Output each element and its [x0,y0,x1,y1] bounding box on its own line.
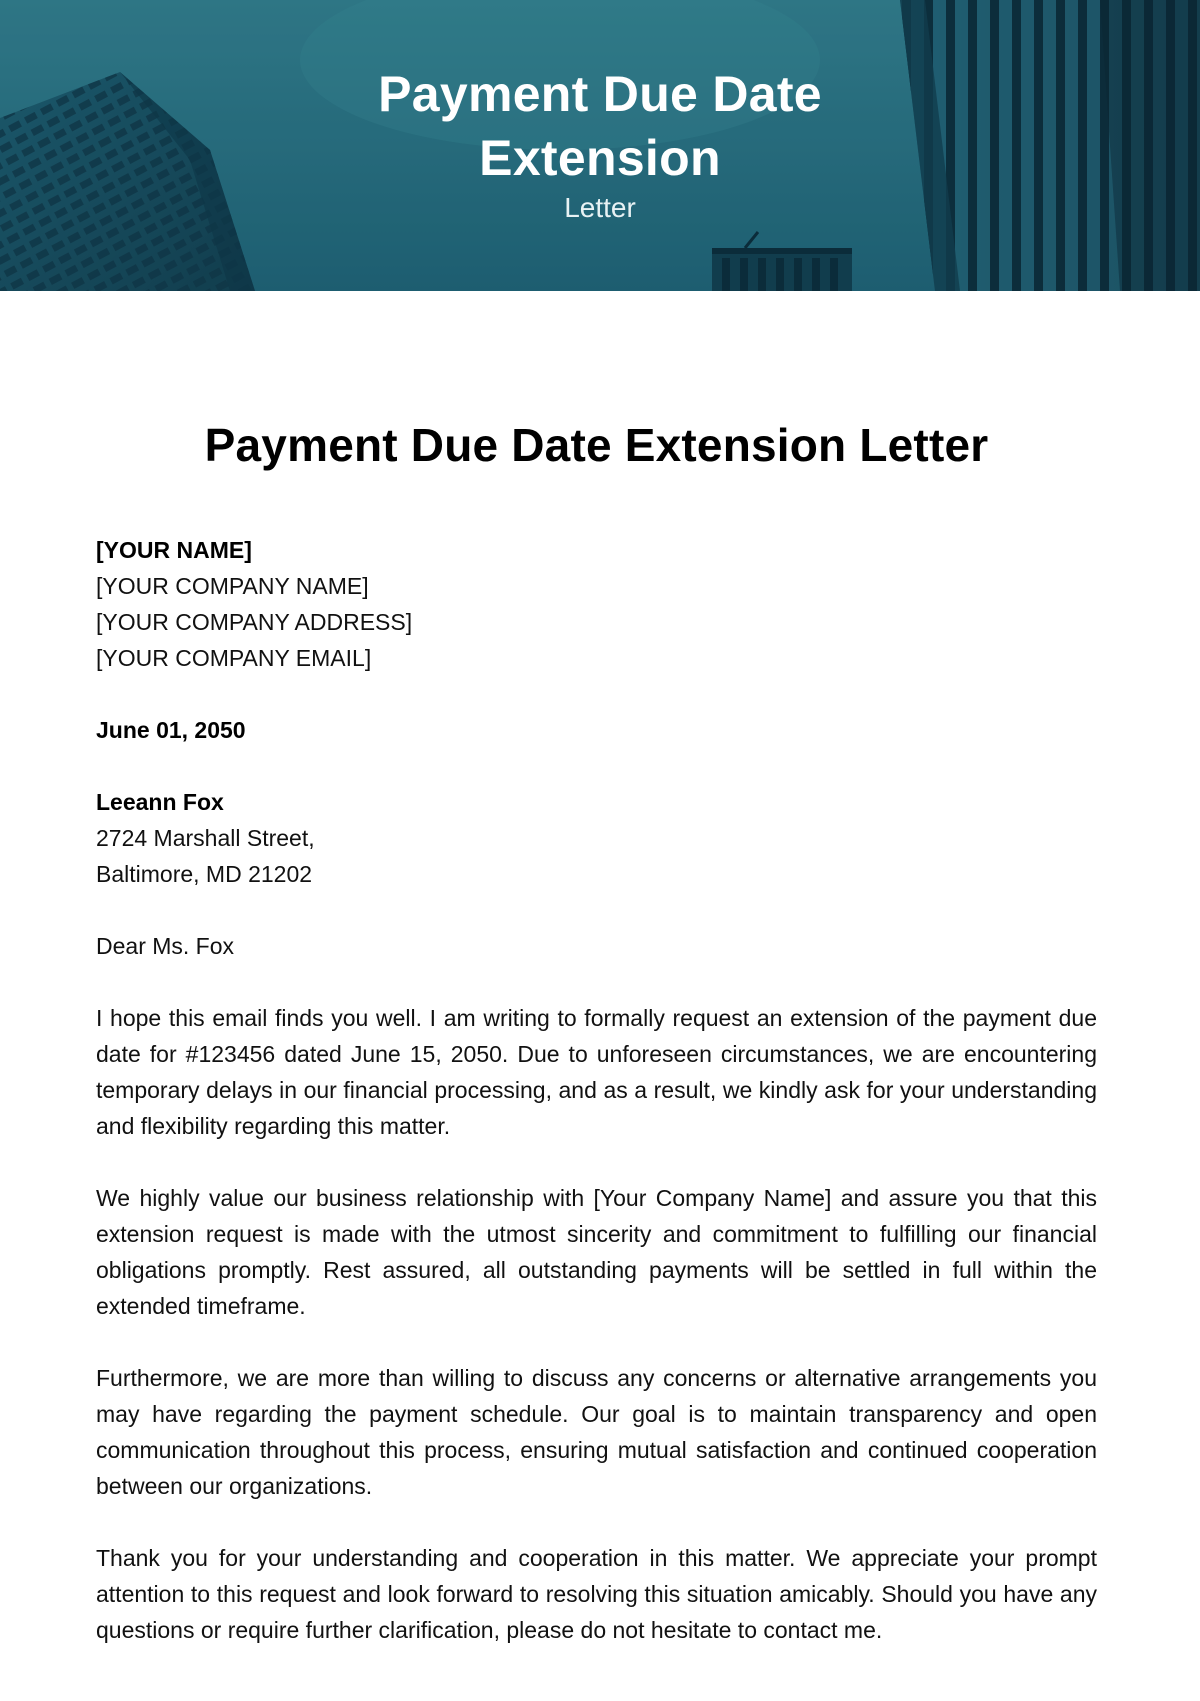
sender-block [96,532,1097,676]
date-block [96,712,1097,748]
salutation-block [96,928,1097,964]
body-paragraph-1: I hope this email finds you well. I am writing to formally request an extension of the payment due date for #123456 dated June 15, 2050. Due to unforeseen circumstances, we are encountering temporary delays in our financial processing, and as a result, we kindly ask for your understanding and flexibility regarding this matter. [96,1005,1097,1139]
salutation: Dear Ms. Fox [96,933,235,959]
sender-company-name: [YOUR COMPANY NAME] [96,573,369,599]
recipient-name: Leeann Fox [96,789,224,815]
document-title: Payment Due Date Extension Letter [204,419,989,471]
header-banner [0,0,1200,291]
body-paragraph-3: Furthermore, we are more than willing to discuss any concerns or alternative arrangements you may have regarding the payment schedule. Our goal is to maintain transparency and open communication throughout this process, ensuring mutual satisfaction and continued cooperation between our organizations. [96,1365,1097,1499]
letter-date: June 01, 2050 [96,717,246,743]
sender-company-email: [YOUR COMPANY EMAIL] [96,645,372,671]
letter-body [96,410,1097,1684]
recipient-city: Baltimore, MD 21202 [96,861,313,887]
recipient-street: 2724 Marshall Street, [96,825,315,851]
body-paragraph-4: Thank you for your understanding and cooperation in this matter. We appreciate your prompt attention to this request and look forward to resolving this situation amicably. Should you have any questions or require further clarification, please do not hesitate to contact me. [96,1545,1097,1643]
sender-name: [YOUR NAME] [96,537,252,563]
recipient-block [96,784,1097,892]
banner-subtitle: Letter [564,192,636,223]
banner-title: Payment Due Date Extension [378,66,822,186]
body-paragraph-2: We highly value our business relationship with [Your Company Name] and assure you that this extension request is made with the utmost sincerity and commitment to fulfilling our financial obligations promptly. Rest assured, all outstanding payments will be settled in full within the extended timeframe. [96,1185,1097,1319]
sender-company-address: [YOUR COMPANY ADDRESS] [96,609,413,635]
banner-heading [0,62,1200,226]
